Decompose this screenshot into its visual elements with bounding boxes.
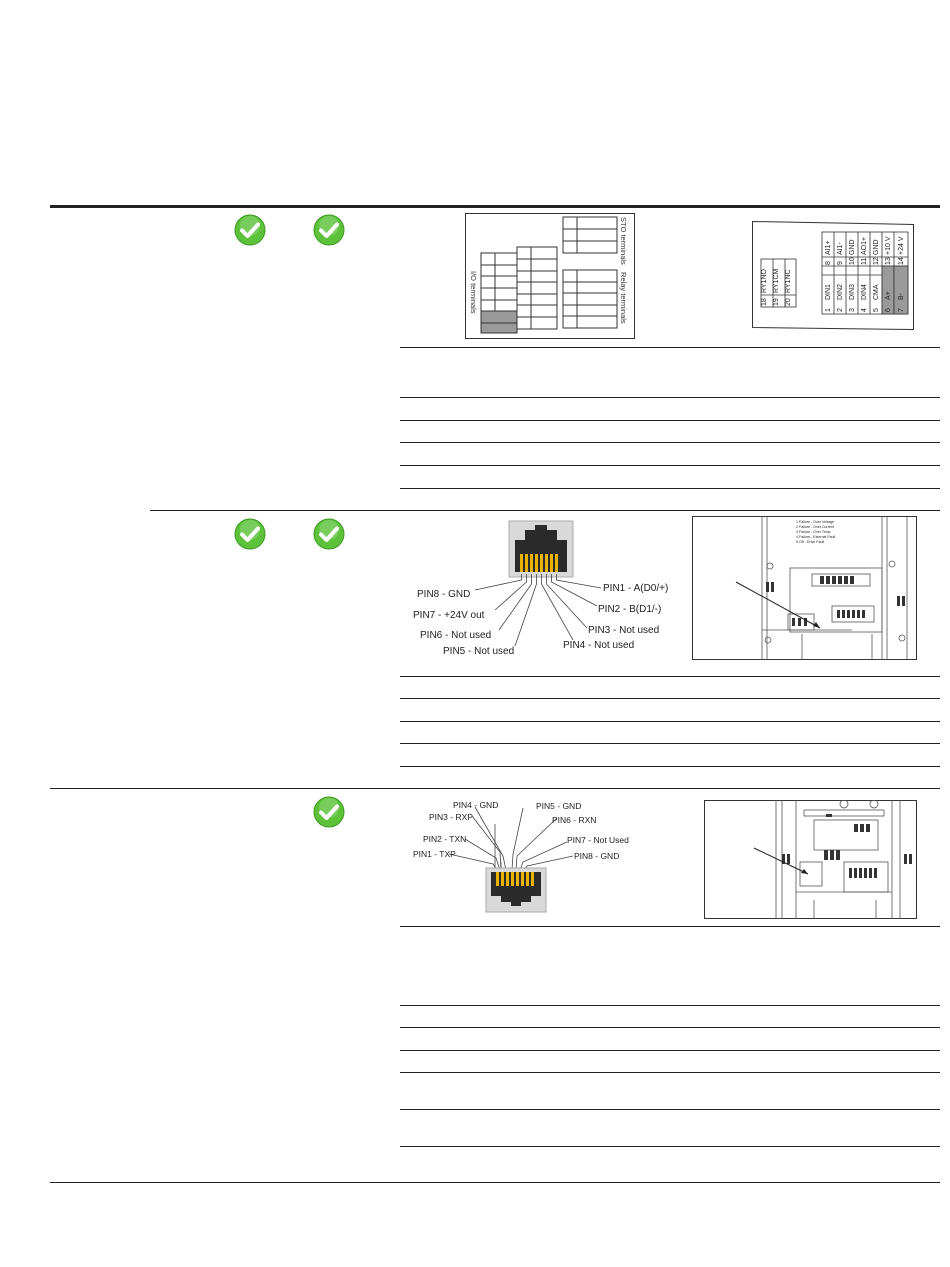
terminal-number: 4 <box>861 308 868 312</box>
check-circle-icon <box>234 214 266 246</box>
row-rule <box>400 1109 940 1110</box>
row-rule <box>400 1050 940 1051</box>
rj45-rs485-pinout-diagram <box>405 518 695 660</box>
terminal-name: +24 V <box>898 236 905 255</box>
terminal-number: 20 <box>785 298 792 306</box>
pin-label: PIN4 - Not used <box>563 640 635 651</box>
pin-label: PIN3 - RXP <box>429 812 473 822</box>
terminal-number: 11 <box>861 257 868 265</box>
terminal-name: DIN2 <box>837 284 844 300</box>
terminal-name: A+ <box>885 291 892 300</box>
fault-code-line: 2 Failure - Over Current <box>796 525 834 529</box>
terminal-name: +10 V <box>885 236 892 255</box>
row-rule <box>400 721 940 722</box>
table-top-rule <box>50 205 940 208</box>
check-circle-icon <box>313 796 345 828</box>
pin-label: PIN8 - GND <box>574 851 620 861</box>
io-terminals-label: I/O terminals <box>469 271 478 314</box>
pin-label: PIN6 - Not used <box>420 630 492 641</box>
fault-code-line: 5 Off - Drive Fault <box>796 540 825 544</box>
terminal-number: 7 <box>898 308 905 312</box>
terminal-name: B- <box>898 293 905 300</box>
pin-label: PIN2 - TXN <box>423 834 467 844</box>
check-circle-icon <box>234 518 266 550</box>
terminal-numbering-diagram <box>752 220 914 330</box>
row-rule <box>400 420 940 421</box>
row-rule <box>400 1005 940 1006</box>
row-rule <box>400 397 940 398</box>
terminal-number: 8 <box>825 261 832 265</box>
table-bottom-rule <box>50 1182 940 1183</box>
pin-label: PIN7 - +24V out <box>413 610 485 621</box>
row-rule <box>400 1072 940 1073</box>
row-rule <box>400 1027 940 1028</box>
pin-label: PIN5 - GND <box>536 801 582 811</box>
rj45-ethernet-pinout-diagram <box>405 796 635 916</box>
pin-label: PIN1 - A(D0/+) <box>603 583 669 594</box>
pin-label: PIN8 - GND <box>417 589 471 600</box>
terminal-name: DIN1 <box>825 284 832 300</box>
terminal-name: AI1+ <box>825 240 832 255</box>
fault-code-line: 3 Failure - Over Temp <box>796 530 831 534</box>
sto-terminals-label: STO terminals <box>619 217 628 265</box>
terminal-name: RY1NC <box>785 269 792 293</box>
relay-terminals-label: Relay terminals <box>619 272 628 324</box>
terminal-number: 18 <box>761 298 768 306</box>
fault-code-line: 1 Failure - Over Voltage <box>796 520 834 524</box>
pin-label: PIN4 - GND <box>453 800 499 810</box>
pin-label: PIN2 - B(D1/-) <box>598 604 662 615</box>
drive-ethernet-location-drawing <box>704 800 917 919</box>
drive-port-location-drawing <box>692 516 917 660</box>
pin-label: PIN3 - Not used <box>588 625 660 636</box>
section-rule <box>150 510 940 511</box>
terminal-name: DIN3 <box>849 284 856 300</box>
terminal-name: RY1CM <box>773 268 780 293</box>
row-rule <box>400 1146 940 1147</box>
row-rule <box>400 743 940 744</box>
terminal-layout-diagram <box>465 213 635 339</box>
terminal-name: RY1NO <box>761 269 768 293</box>
terminal-name: CMA <box>873 284 880 300</box>
terminal-number: 13 <box>885 257 892 265</box>
terminal-name: DIN4 <box>861 284 868 300</box>
fault-code-line: 4 Failure - External Fault <box>796 535 836 539</box>
terminal-name: GND <box>849 239 856 255</box>
terminal-number: 9 <box>837 261 844 265</box>
row-rule <box>400 676 940 677</box>
terminal-number: 14 <box>898 257 905 265</box>
row-rule <box>400 926 940 927</box>
check-circle-icon <box>313 518 345 550</box>
pin-label: PIN1 - TXP <box>413 849 456 859</box>
terminal-number: 2 <box>837 308 844 312</box>
terminal-number: 6 <box>885 308 892 312</box>
row-rule <box>400 698 940 699</box>
pin-label: PIN7 - Not Used <box>567 835 629 845</box>
terminal-number: 5 <box>873 308 880 312</box>
pin-label: PIN5 - Not used <box>443 646 515 657</box>
pin-label: PIN6 - RXN <box>552 815 597 825</box>
terminal-number: 10 <box>849 257 856 265</box>
section-rule <box>50 788 940 789</box>
terminal-name: GND <box>873 239 880 255</box>
terminal-name: AO1+ <box>861 236 868 255</box>
terminal-number: 12 <box>873 257 880 265</box>
row-rule <box>400 465 940 466</box>
terminal-number: 3 <box>849 308 856 312</box>
row-rule <box>400 347 940 348</box>
terminal-name: AI1- <box>837 242 844 255</box>
terminal-number: 1 <box>825 308 832 312</box>
check-circle-icon <box>313 214 345 246</box>
row-rule <box>400 488 940 489</box>
row-rule <box>400 766 940 767</box>
row-rule <box>400 442 940 443</box>
terminal-number: 19 <box>773 298 780 306</box>
